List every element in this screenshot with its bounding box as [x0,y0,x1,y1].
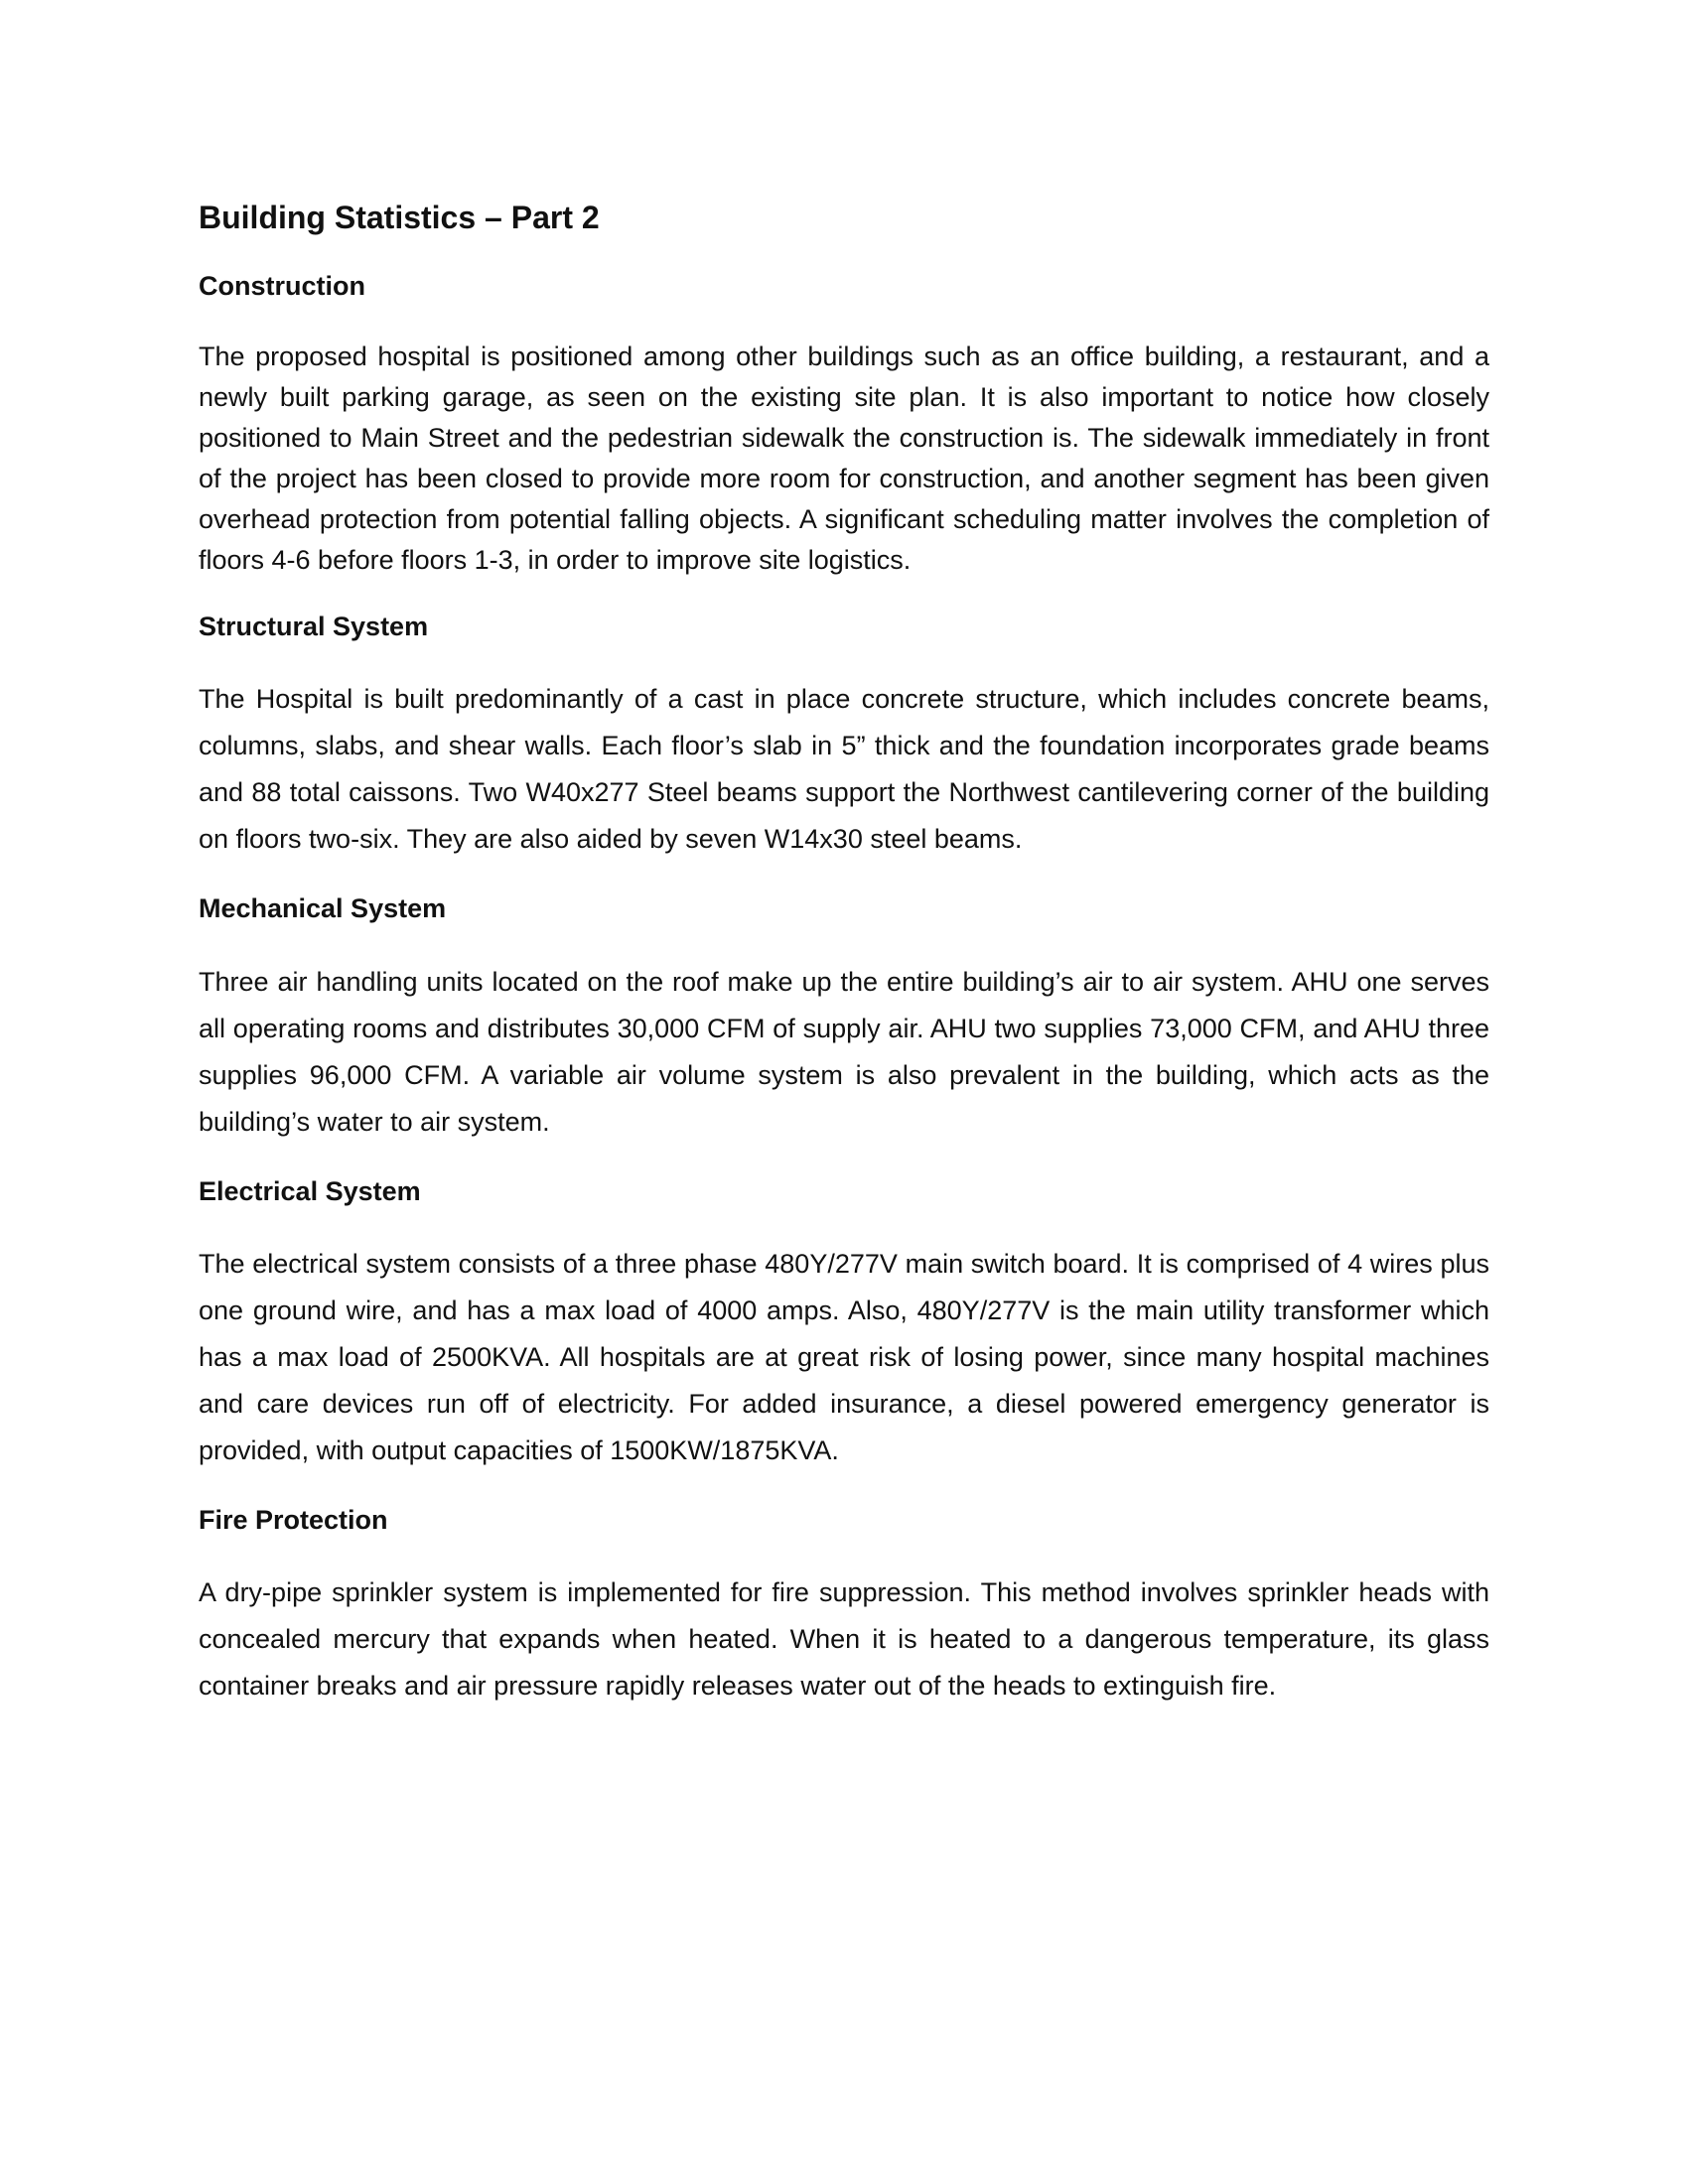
section-fire-protection [199,1504,1489,1709]
section-body-fire-protection: A dry-pipe sprinkler system is implemented for fire suppression. This method involves sprinkler heads with concealed mercury that expands when heated. When it is heated to a dangerous temperature, its glass container breaks and air pressure rapidly releases water out of the heads to extinguish fire. [199,1577,1489,1702]
section-body-structural-system: The Hospital is built predominantly of a cast in place concrete structure, which includes concrete beams, columns, slabs, and shear walls. Each floor’s slab in 5” thick and the foundation incorporates grade beams and 88 total caissons. Two W40x277 Steel beams support the Northwest cantilevering corner of the building on floors two-six. They are also aided by seven W14x30 steel beams. [199,684,1489,855]
section-heading-electrical-system: Electrical System [199,1175,421,1206]
section-heading-structural-system: Structural System [199,611,429,641]
document-page [199,199,1489,1739]
document-title: Building Statistics – Part 2 [199,200,600,235]
section-heading-mechanical-system: Mechanical System [199,893,447,924]
section-construction [199,270,1489,580]
section-body-construction: The proposed hospital is positioned among other buildings such as an office building, a restaurant, and a newly built parking garage, as seen on the existing site plan. It is also important to notice how closely positioned to Main Street and the pedestrian sidewalk the construction is. The sidewalk immediately in front of the project has been closed to provide more room for construction, and another segment has been given overhead protection from potential falling objects. A significant scheduling matter involves the completion of floors 4-6 before floors 1-3, in order to improve site logistics. [199,341,1489,575]
section-mechanical-system [199,892,1489,1145]
section-body-electrical-system: The electrical system consists of a three phase 480Y/277V main switch board. It is comprised of 4 wires plus one ground wire, and has a max load of 4000 amps. Also, 480Y/277V is the main utility transformer which has a max load of 2500KVA. All hospitals are at great risk of losing power, since many hospital machines and care devices run off of electricity. For added insurance, a diesel powered emergency generator is provided, with output capacities of 1500KW/1875KVA. [199,1248,1489,1465]
section-body-mechanical-system: Three air handling units located on the roof make up the entire building’s air to air system. AHU one serves all operating rooms and distributes 30,000 CFM of supply air. AHU two supplies 73,000 CFM, and AHU three supplies 96,000 CFM. A variable air volume system is also prevalent in the building, which acts as the building’s water to air system. [199,966,1489,1137]
section-structural-system [199,611,1489,863]
section-heading-construction: Construction [199,271,365,302]
section-electrical-system [199,1175,1489,1474]
section-heading-fire-protection: Fire Protection [199,1504,388,1535]
